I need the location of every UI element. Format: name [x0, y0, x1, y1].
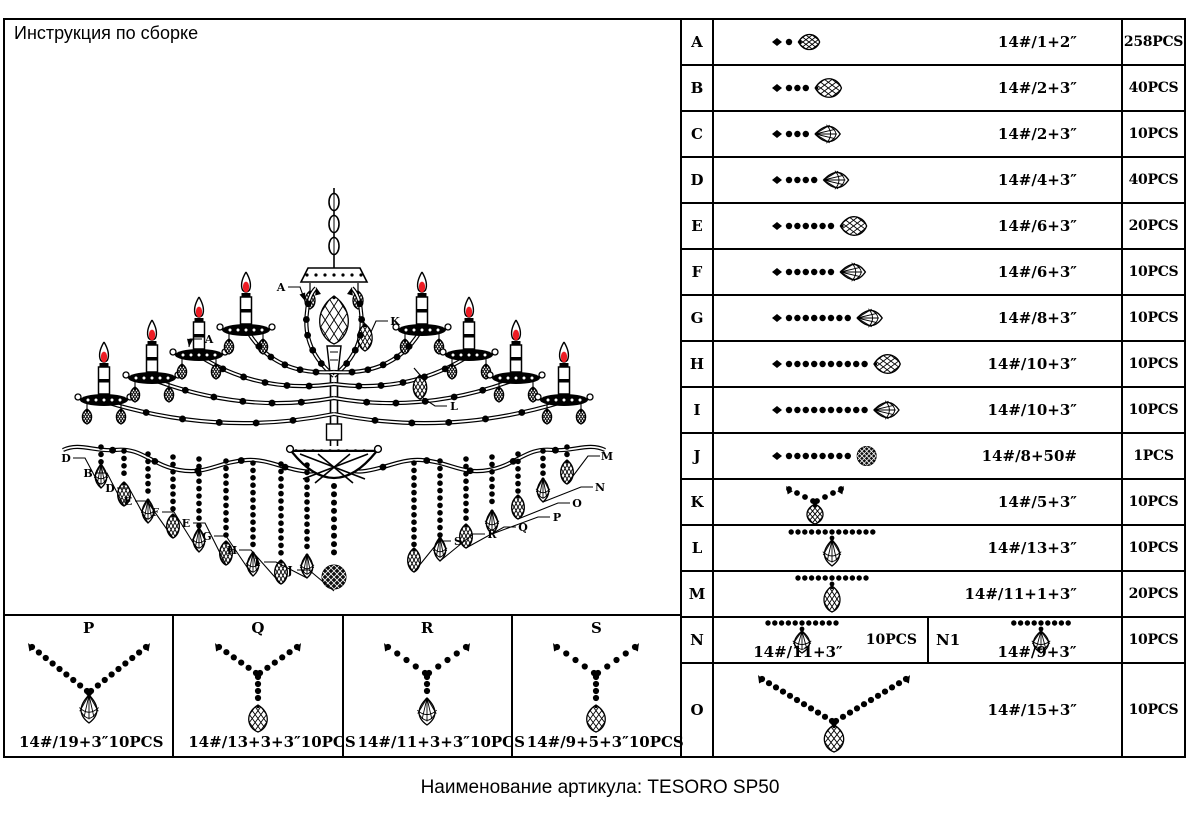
svg-text:J: J — [287, 564, 293, 577]
part-qty: 10PCS — [1121, 342, 1184, 386]
box-qty: 10PCS — [300, 733, 356, 751]
part-icon — [766, 342, 904, 386]
part-qty: 10PCS — [1121, 388, 1184, 432]
part-spec: 14#/9+3″ — [997, 643, 1077, 661]
part-spec: 14#/6+3″ — [997, 217, 1077, 235]
parts-table-row — [682, 250, 1184, 296]
garland-icon — [183, 631, 333, 738]
part-letter: K — [682, 480, 714, 524]
svg-text:S: S — [454, 535, 462, 548]
chandelier-diagram — [5, 20, 680, 612]
part-spec: 14#/2+3″ — [997, 125, 1077, 143]
svg-text:D: D — [105, 482, 115, 495]
part-icon — [766, 388, 903, 432]
parts-table-row — [682, 480, 1184, 526]
parts-table-row — [682, 20, 1184, 66]
parts-table-row — [682, 388, 1184, 434]
part-letter: M — [682, 572, 714, 616]
garland-box-r — [344, 616, 525, 756]
part-qty: 10PCS — [1121, 112, 1184, 156]
garland-icon — [352, 631, 502, 738]
part-letter: J — [682, 434, 714, 478]
part-spec: 14#/8+50# — [981, 447, 1077, 465]
parts-table-row — [682, 434, 1184, 480]
part-qty: 258PCS — [1121, 20, 1184, 64]
box-spec: 14#/9+5+3″ — [526, 733, 629, 751]
svg-text:E: E — [181, 517, 191, 530]
svg-text:F: F — [151, 506, 159, 519]
parts-table-row — [682, 158, 1184, 204]
parts-table-row — [682, 342, 1184, 388]
part-qty: 40PCS — [1121, 66, 1184, 110]
box-letter: R — [420, 619, 434, 637]
part-letter: H — [682, 342, 714, 386]
svg-text:E: E — [123, 495, 133, 508]
garland-box-q — [174, 616, 356, 756]
part-icon — [766, 296, 886, 340]
svg-text:N: N — [594, 481, 606, 494]
svg-text:I: I — [254, 556, 260, 569]
part-icon — [766, 204, 871, 248]
part-qty: 10PCS — [865, 632, 917, 648]
part-qty: 20PCS — [1121, 204, 1184, 248]
part-qty: 20PCS — [1121, 572, 1184, 616]
svg-text:G: G — [202, 530, 212, 543]
garland-boxes — [5, 614, 682, 756]
sheet-frame — [3, 18, 1186, 758]
part-qty: 10PCS — [1121, 296, 1184, 340]
part-letter: F — [682, 250, 714, 294]
garland-box-s — [513, 616, 684, 756]
box-letter: P — [82, 619, 95, 637]
part-icon — [766, 434, 879, 478]
box-qty: 10PCS — [628, 733, 684, 751]
box-letter: S — [590, 619, 602, 637]
garland-box-p — [5, 616, 174, 756]
parts-table-row — [682, 204, 1184, 250]
svg-text:Q: Q — [518, 521, 528, 534]
part-letter: O — [682, 664, 714, 756]
box-spec: 14#/11+3+3″ — [357, 733, 471, 751]
part-qty: 10PCS — [1121, 664, 1184, 756]
box-spec: 14#/13+3+3″ — [188, 733, 301, 751]
part-spec: 14#/10+3″ — [987, 355, 1077, 373]
diagram-label-b — [83, 467, 124, 506]
svg-text:B: B — [83, 467, 93, 480]
part-spec: 14#/6+3″ — [997, 263, 1077, 281]
garland-icon — [14, 631, 164, 738]
part-qty: 10PCS — [1121, 480, 1184, 524]
part-qty: 40PCS — [1121, 158, 1184, 202]
part-letter-n1: N1 — [936, 631, 961, 649]
parts-table-row-o — [682, 664, 1184, 756]
parts-table — [682, 20, 1184, 756]
parts-table-row — [682, 112, 1184, 158]
part-icon — [766, 66, 845, 110]
svg-text:A: A — [276, 281, 286, 294]
part-letter: G — [682, 296, 714, 340]
diagram-label-d — [61, 452, 101, 488]
part-spec: 14#/2+3″ — [997, 79, 1077, 97]
part-spec: 14#/11+1+3″ — [964, 585, 1077, 603]
part-letter: D — [682, 158, 714, 202]
diagram-area — [5, 20, 682, 614]
part-icon — [766, 112, 844, 156]
svg-text:H: H — [226, 544, 238, 557]
svg-text:L: L — [450, 400, 458, 413]
page-title: Инструкция по сборке — [14, 23, 199, 43]
part-spec: 14#/1+2″ — [997, 33, 1077, 51]
box-spec: 14#/19+3″ — [19, 733, 109, 751]
part-qty: 1PCS — [1121, 434, 1184, 478]
parts-table-row — [682, 66, 1184, 112]
svg-text:O: O — [572, 497, 582, 510]
garland-icon — [521, 631, 671, 738]
svg-text:R: R — [487, 528, 497, 541]
part-qty: 10PCS — [1121, 250, 1184, 294]
box-qty: 10PCS — [470, 733, 525, 751]
part-icon — [766, 250, 869, 294]
part-letter: A — [682, 20, 714, 64]
svg-text:A: A — [204, 333, 214, 346]
part-letter: L — [682, 526, 714, 570]
article-caption: Наименование артикула: TESORO SP50 — [420, 777, 780, 798]
svg-text:K: K — [390, 315, 400, 328]
part-spec: 14#/5+3″ — [997, 493, 1077, 511]
part-letter: E — [682, 204, 714, 248]
part-icon — [772, 572, 892, 616]
part-icon — [744, 665, 924, 755]
part-spec: 14#/4+3″ — [997, 171, 1077, 189]
part-icon — [766, 20, 824, 64]
part-letter: I — [682, 388, 714, 432]
diagram-label-a — [276, 281, 308, 302]
part-spec: 14#/11+3″ — [753, 643, 843, 661]
part-spec: 14#/10+3″ — [987, 401, 1077, 419]
part-spec: 14#/8+3″ — [997, 309, 1077, 327]
svg-text:D: D — [61, 452, 71, 465]
part-letter: C — [682, 112, 714, 156]
part-spec: 14#/13+3″ — [987, 539, 1077, 557]
parts-table-row — [682, 296, 1184, 342]
part-spec: 14#/15+3″ — [987, 701, 1077, 719]
part-icon — [766, 158, 853, 202]
part-qty: 10PCS — [1121, 526, 1184, 570]
parts-table-row-n — [682, 618, 1184, 664]
diagram-label-o — [518, 497, 582, 519]
part-icon — [772, 479, 858, 525]
part-letter: B — [682, 66, 714, 110]
part-icon — [772, 526, 892, 570]
svg-text:P: P — [552, 511, 562, 524]
part-qty: 10PCS — [1121, 618, 1184, 662]
part-letter: N — [682, 618, 714, 662]
box-letter: Q — [251, 619, 265, 637]
svg-text:M: M — [600, 450, 614, 463]
parts-table-row — [682, 526, 1184, 572]
box-qty: 10PCS — [108, 733, 164, 751]
diagram-label-m — [567, 450, 613, 484]
parts-table-row — [682, 572, 1184, 618]
